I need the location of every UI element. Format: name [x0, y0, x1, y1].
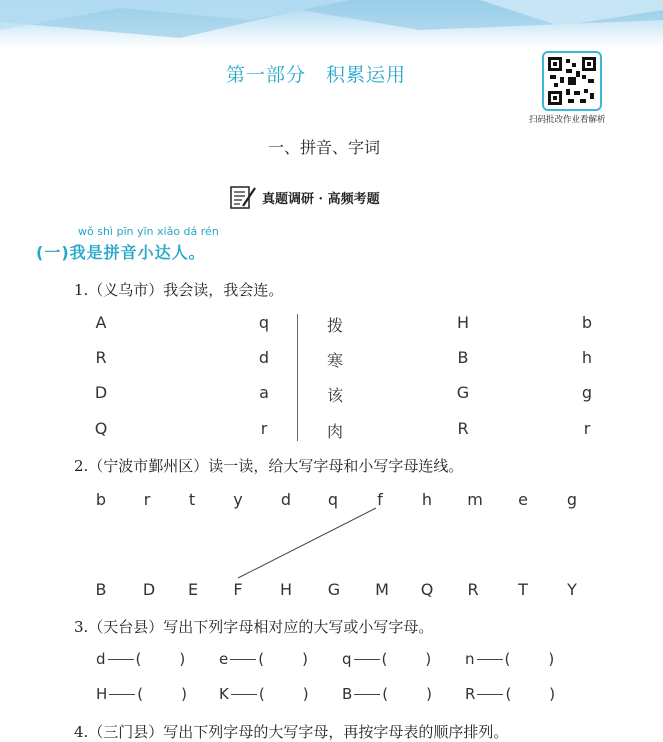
q2-lower-letter: h [421, 490, 433, 509]
q1-lower2-cell: h [581, 348, 593, 367]
q2-lower-letter: e [518, 490, 528, 509]
q1-hanzi-cell: 寒 [326, 351, 344, 370]
q3-fill-item[interactable]: q ( ) [342, 650, 432, 668]
q1-hanzi-cell: 该 [326, 386, 344, 405]
q2-lower-letter: r [143, 490, 151, 509]
q2-lower-letter: q [327, 490, 339, 509]
question-2: 2.（宁波市鄞州区）读一读，给大写字母和小写字母连线。 [74, 457, 464, 475]
pinyin-annotation: wǒ shì pīn yīn xiǎo dá rén [78, 225, 219, 238]
q2-upper-letter: Y [567, 580, 577, 599]
q1-lower2-cell: b [581, 313, 593, 332]
q2-upper-letter: H [279, 580, 293, 599]
q2-upper-letter: F [233, 580, 243, 599]
question-4: 4.（三门县）写出下列字母的大写字母，再按字母表的顺序排列。 [74, 723, 509, 741]
q3-fill-item[interactable]: K ( ) [219, 685, 309, 703]
q2-lower-letter: b [95, 490, 107, 509]
q2-upper-letter: D [142, 580, 156, 599]
part-title: 第一部分 积累运用 [226, 64, 407, 86]
q3-fill-item[interactable]: n ( ) [465, 650, 555, 668]
q2-upper-letter: E [187, 580, 199, 599]
q1-upper-cell: D [94, 383, 108, 402]
q1-lower2-cell: g [581, 383, 593, 402]
q3-fill-item[interactable]: e ( ) [219, 650, 308, 668]
q2-upper-letter: M [375, 580, 389, 599]
question-1: 1.（义乌市）我会读，我会连。 [74, 281, 284, 299]
q1-lower-cell: q [258, 313, 270, 332]
q2-lower-letter: d [280, 490, 292, 509]
q2-lower-letter: y [233, 490, 243, 509]
q1-upper-cell: Q [94, 419, 108, 438]
section-title: 一、拼音、字词 [268, 138, 381, 157]
q2-lower-letter: m [467, 490, 483, 509]
exam-label: 真题调研 · 高频考题 [262, 192, 380, 207]
q2-lower-letter: t [188, 490, 196, 509]
q3-fill-item[interactable]: d ( ) [96, 650, 186, 668]
q2-upper-letter: T [518, 580, 528, 599]
question-3: 3.（天台县）写出下列字母相对应的大写或小写字母。 [74, 618, 434, 636]
q3-fill-item[interactable]: B ( ) [342, 685, 433, 703]
q2-upper-letter: G [327, 580, 341, 599]
q1-lower-cell: d [258, 348, 270, 367]
q1-upper2-cell: G [456, 383, 470, 402]
q1-upper2-cell: B [457, 348, 469, 367]
subsection-title: (一)我是拼音小达人。 [36, 243, 206, 262]
q1-hanzi-cell: 拨 [326, 316, 344, 335]
q1-lower2-cell: r [583, 419, 591, 438]
q1-upper2-cell: H [456, 313, 470, 332]
q3-fill-item[interactable]: H ( ) [96, 685, 187, 703]
q1-upper-cell: R [95, 348, 107, 367]
q2-upper-letter: R [467, 580, 479, 599]
q1-lower-cell: a [259, 383, 269, 402]
q2-lower-letter: g [566, 490, 578, 509]
q1-upper2-cell: R [457, 419, 469, 438]
q2-lower-letter: f [377, 490, 383, 509]
q1-hanzi-cell: 肉 [326, 422, 344, 441]
qr-caption: 扫码批改作业看解析 [529, 115, 606, 125]
q1-upper-cell: A [95, 313, 107, 332]
q3-fill-item[interactable]: R ( ) [465, 685, 556, 703]
q1-lower-cell: r [260, 419, 268, 438]
q2-upper-letter: Q [420, 580, 434, 599]
q2-upper-letter: B [95, 580, 107, 599]
